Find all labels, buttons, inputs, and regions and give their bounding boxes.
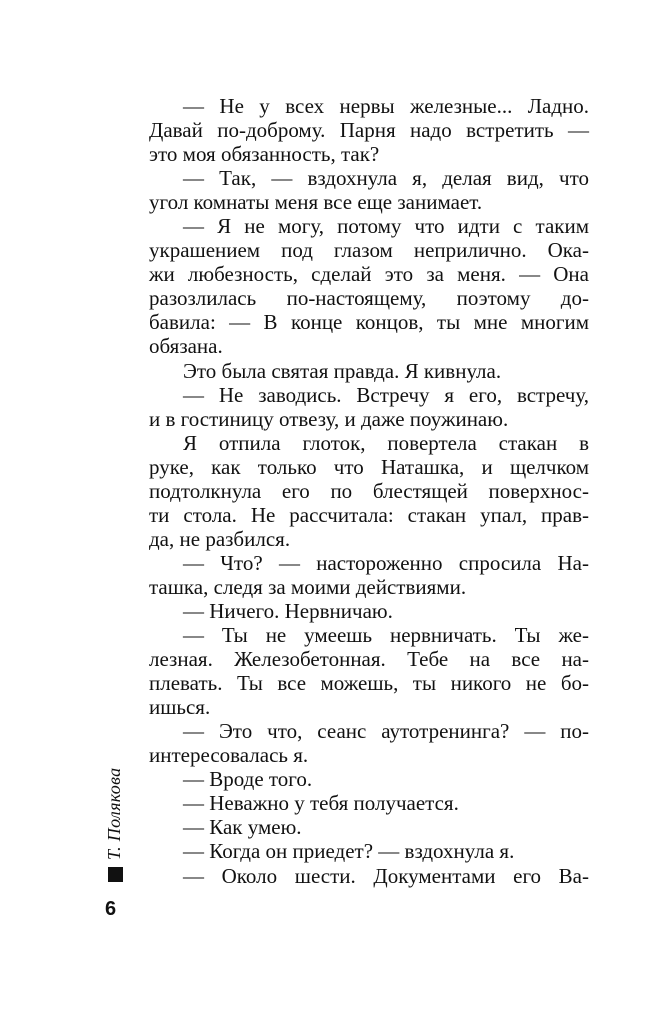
text-line: украшением под глазом неприлично. Ока-: [149, 238, 589, 263]
page-body-text: [149, 94, 589, 888]
text-line: плевать. Ты все можешь, ты никого не бо-: [149, 671, 589, 696]
text-line: — Не заводись. Встречу я его, встречу,: [183, 382, 589, 407]
text-line: — Когда он приедет? — вздохнула я.: [183, 839, 515, 864]
text-line: Это была святая правда. Я кивнула.: [183, 358, 502, 383]
text-line: — Так, — вздохнула я, делая вид, что: [183, 166, 589, 191]
text-line: жи любезность, сделай это за меня. — Она: [149, 262, 589, 287]
black-square-marker: [108, 867, 123, 882]
page-number: 6: [105, 898, 117, 920]
text-line: угол комнаты меня все еще занимает.: [149, 190, 483, 215]
text-line: да, не разбился.: [149, 526, 291, 551]
text-line: интересовалась я.: [149, 743, 309, 768]
text-line: — Я не могу, потому что идти с таким: [183, 214, 589, 239]
text-line: ишься.: [149, 695, 211, 720]
author-name: Т. Полякова: [104, 767, 124, 860]
text-line: разозлилась по-настоящему, поэтому до-: [149, 286, 589, 311]
text-line: ташка, следя за моими действиями.: [149, 574, 467, 599]
text-line: лезная. Железобетонная. Тебе на все на-: [149, 647, 589, 672]
text-line: Давай по-доброму. Парня надо встретить —: [149, 118, 589, 143]
text-line: Я отпила глоток, повертела стакан в: [183, 430, 589, 455]
text-line: — Как умею.: [183, 815, 302, 840]
text-line: подтолкнула его по блестящей поверхнос-: [149, 478, 589, 503]
text-line: руке, как только что Наташка, и щелчком: [149, 454, 589, 479]
text-line: обязана.: [149, 334, 223, 359]
text-line: это моя обязанность, так?: [149, 142, 380, 167]
text-line: — Вроде того.: [183, 767, 313, 792]
text-line: — Неважно у тебя получается.: [183, 791, 459, 816]
text-line: — Ничего. Нервничаю.: [183, 598, 393, 623]
text-line: — Около шести. Документами его Ва-: [183, 863, 589, 888]
text-line: бавила: — В конце концов, ты мне многим: [149, 310, 589, 335]
text-line: — Ты не умеешь нервничать. Ты же-: [183, 623, 589, 648]
text-line: ти стола. Не рассчитала: стакан упал, прав-: [149, 502, 589, 527]
text-line: — Что? — настороженно спросила На-: [183, 550, 589, 575]
text-line: — Не у всех нервы железные... Ладно.: [183, 94, 589, 118]
text-line: — Это что, сеанс аутотренинга? — по-: [183, 719, 589, 744]
running-head: [103, 742, 125, 882]
text-line: и в гостиницу отвезу, и даже поужинаю.: [149, 406, 509, 431]
